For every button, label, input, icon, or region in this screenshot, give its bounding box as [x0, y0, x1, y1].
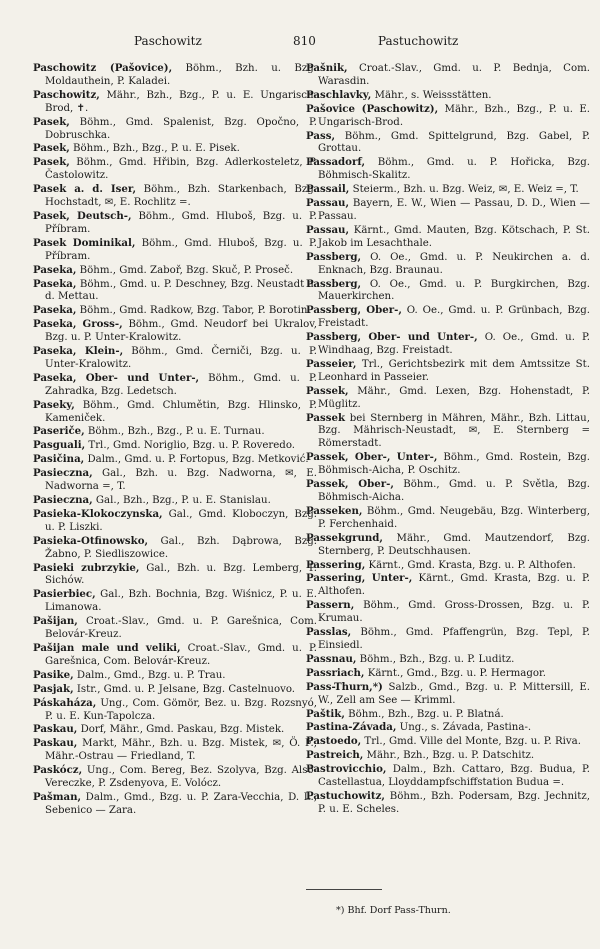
- directory-entry: [33, 237, 317, 264]
- entry-headword: Pašman,: [33, 790, 82, 803]
- entry-details: Böhm., Gmd. Neugebäu, Bzg. Winterberg, P. Ferchenhaid.: [318, 505, 590, 530]
- entry-details: Dalm., Gmd. u. P. Fortopus, Bzg. Metković.: [84, 454, 309, 466]
- directory-entry: [306, 156, 590, 183]
- entry-details: Gal., Bzh., Bzg., P. u. E. Stanislau.: [92, 495, 271, 506]
- directory-entry: [306, 749, 590, 763]
- entry-details: Trl., Gmd. Ville del Monte, Bzg. u. P. Riva.: [361, 736, 581, 748]
- entry-headword: Passern,: [306, 599, 355, 612]
- entry-headword: Pasek a. d. Iser,: [33, 183, 137, 196]
- entry-headword: Passekgrund,: [306, 531, 383, 544]
- directory-entry: [33, 439, 317, 453]
- entry-headword: Paseka,: [33, 263, 77, 276]
- entry-details: Markt, Mähr., Bzh. u. Bzg. Mistek, ✉, Ö. F., Mähr.-Ostrau — Friedland, T.: [45, 738, 317, 763]
- directory-entry: [306, 708, 590, 722]
- entry-headword: Pasieczna,: [33, 467, 93, 480]
- entry-headword: Passadorf,: [306, 156, 366, 169]
- entry-details: Ung., Com. Bereg, Bez. Szolyva, Bzg. Alsó-Vereczke, P. Zsdenyova, E. Volócz.: [45, 765, 317, 790]
- directory-entry: [33, 562, 317, 589]
- directory-entry: [33, 683, 317, 697]
- directory-entry: [306, 130, 590, 157]
- entry-headword: Pasek Dominikal,: [33, 236, 136, 249]
- entry-details: Böhm., Gmd. u. P. Zahradka, Bzg. Ledetsch.: [45, 372, 317, 397]
- entry-details: Böhm., Gmd. Radkow, Bzg. Tabor, P. Borotin.: [76, 305, 311, 317]
- entry-headword: Pasierbiec,: [33, 588, 96, 601]
- entry-details: Böhm., Bzh., Bzg. u. P. Luditz.: [356, 653, 515, 665]
- entry-headword: Pasieki zubrzykie,: [33, 561, 140, 574]
- entry-details: Kärnt., Gmd. Mauten, Bzg. Kötschach, P. St. Jakob im Lesachthale.: [318, 224, 590, 249]
- directory-entry: [33, 535, 317, 562]
- directory-entry: [33, 116, 317, 143]
- directory-entry: [306, 183, 590, 197]
- entry-details: Dorf, Mähr., Gmd. Paskau, Bzg. Mistek.: [77, 724, 285, 736]
- entry-details: Böhm., Gmd. u. P. Deschney, Bzg. Neustadt a. d. Mettau.: [45, 278, 317, 303]
- directory-entry: [33, 425, 317, 439]
- directory-entry: [33, 372, 317, 399]
- entry-headword: Pastina-Závada,: [306, 721, 397, 734]
- footnote: *) Bhf. Dorf Pass-Thurn.: [336, 905, 451, 916]
- entry-details: Croat.-Slav., Gmd. u. P. Garešnica, Com. Belovár-Kreuz.: [45, 642, 317, 667]
- directory-entry: [306, 790, 590, 817]
- entry-details: Böhm., Gmd. u. P. Světla, Bzg. Böhmisch-Aicha.: [318, 479, 590, 503]
- directory-entry: [306, 412, 590, 452]
- directory-entry: [306, 451, 590, 478]
- directory-entry: [306, 721, 590, 735]
- entry-headword: Passek,: [306, 384, 349, 397]
- entry-details: Böhm., Bzh. Podersam, Bzg. Jechnitz, P. u. E. Scheles.: [318, 790, 590, 815]
- entry-details: Böhm., Gmd. u. P. Hořicka, Bzg. Böhmisch-Skalitz.: [318, 157, 590, 182]
- entry-headword: Passau,: [306, 223, 350, 236]
- directory-entry: [306, 763, 590, 790]
- entry-headword: Paskau,: [33, 723, 78, 736]
- entry-headword: Pašijan,: [33, 615, 78, 628]
- directory-entry: [306, 251, 590, 278]
- entry-headword: Paseka,: [33, 304, 77, 317]
- directory-entry: [306, 197, 590, 224]
- entry-headword: Passering, Unter-,: [306, 572, 413, 585]
- entry-details: Böhm., Gmd. Pfaffengrün, Bzg. Tepl, P. Einsiedl.: [318, 627, 590, 651]
- directory-entry: [306, 385, 590, 412]
- entry-headword: Pasičina,: [33, 453, 85, 466]
- entry-details: Böhm., Gmd. Spalenist, Bzg. Opočno, P. Dobruschka.: [45, 116, 317, 141]
- directory-entry: [306, 505, 590, 532]
- entry-details: Böhm., Bzh., Bzg. u. P. Blatná.: [344, 708, 504, 720]
- header-right-keyword: Pastuchowitz: [378, 34, 459, 48]
- entry-details: Böhm., Gmd. Hluboš, Bzg. u. P. Příbram.: [45, 237, 317, 262]
- entry-headword: Passberg,: [306, 250, 362, 263]
- entry-headword: Pastuchowitz,: [306, 789, 385, 802]
- entry-details: Böhm., Gmd. Hřibin, Bzg. Adlerkosteletz, P. Častolowitz.: [45, 157, 317, 182]
- entry-headword: Pasieka-Otfinowsko,: [33, 534, 149, 547]
- entry-details: Böhm., Gmd. Hluboš, Bzg. u. P. Příbram.: [45, 210, 318, 235]
- directory-entry: [33, 399, 317, 426]
- directory-entry: [306, 62, 590, 89]
- entry-details: Mähr., Bzh., Bzg., P. u. E. Ungarisch-Brod, ✝.: [45, 89, 317, 114]
- entry-headword: Pasike,: [33, 668, 74, 681]
- entry-headword: Passek, Ober-,: [306, 478, 394, 491]
- entry-details: Böhm., Bzh. Starkenbach, Bzg. Hochstadt, ✉, E. Rochlitz =.: [45, 184, 317, 209]
- entry-details: Ung., Com. Gömör, Bez. u. Bzg. Rozsnyó, P. u. E. Kun-Tapolcza.: [45, 697, 317, 722]
- page-header: [0, 34, 600, 54]
- entry-details: Böhm., Gmd. Černiči, Bzg. u. P. Unter-Kralowitz.: [45, 346, 317, 370]
- entry-headword: Paseka, Gross-,: [33, 318, 123, 331]
- directory-entry: [306, 532, 590, 559]
- directory-entry: [306, 89, 590, 103]
- directory-entry: [33, 89, 317, 116]
- entry-headword: Pastoedo,: [306, 735, 362, 748]
- entry-headword: Paschlavky,: [306, 88, 372, 101]
- entry-details: Dalm., Gmd., Bzg. u. P. Trau.: [73, 669, 226, 681]
- directory-entry: [33, 697, 317, 724]
- directory-entry: [306, 304, 590, 331]
- directory-entry: [33, 588, 317, 615]
- entry-headword: Pasjak,: [33, 682, 74, 695]
- directory-entry: [33, 508, 317, 535]
- directory-entry: [33, 669, 317, 683]
- directory-entry: [33, 304, 317, 318]
- entry-headword: Passlas,: [306, 626, 352, 639]
- entry-details: Salzb., Gmd., Bzg. u. P. Mittersill, E. W., Zell am See — Krimml.: [318, 681, 590, 706]
- entry-details: Bayern, E. W., Wien — Passau, D. D., Wien — Passau.: [318, 198, 590, 222]
- directory-entry: [33, 318, 317, 345]
- entry-details: Böhm., Bzh. u. Bzg. Moldauthein, P. Kaladei.: [45, 63, 317, 87]
- entry-headword: Pasek,: [33, 115, 70, 128]
- entry-details: Gal., Bzh. u. Bzg. Nadworna, ✉, E. Nadworna =, T.: [45, 468, 317, 493]
- entry-details: Ung., s. Závada, Pastina-.: [396, 722, 532, 734]
- entry-details: Mähr., s. Weissstätten.: [371, 89, 492, 101]
- entry-details: Croat.-Slav., Gmd. u. P. Garešnica, Com. Belovár-Kreuz.: [45, 616, 317, 641]
- directory-entry: [306, 572, 590, 599]
- entry-headword: Paschowitz (Pašovice),: [33, 62, 173, 74]
- entry-headword: Passnau,: [306, 652, 357, 665]
- directory-entry: [33, 345, 317, 372]
- entry-headword: Pašovice (Paschowitz),: [306, 102, 439, 115]
- entry-details: Mähr., Bzh., Bzg., P. u. E. Ungarisch-Brod.: [318, 103, 590, 128]
- entry-headword: Pasieka-Klokoczynska,: [33, 507, 163, 520]
- entry-headword: Paseka, Ober- und Unter-,: [33, 371, 200, 384]
- directory-entry: [306, 358, 590, 385]
- entry-headword: Paseka, Klein-,: [33, 345, 124, 358]
- right-column: [306, 62, 590, 817]
- directory-entry: [33, 764, 317, 791]
- entry-details: Kärnt., Gmd., Bzg. u. P. Hermagor.: [364, 667, 546, 679]
- entry-headword: Pass,: [306, 129, 336, 142]
- entry-headword: Passek, Ober-, Unter-,: [306, 451, 438, 464]
- entry-headword: Pass-Thurn,*): [306, 680, 383, 693]
- directory-entry: [33, 467, 317, 494]
- directory-entry: [33, 278, 317, 305]
- entry-headword: Passeken,: [306, 504, 363, 517]
- entry-headword: Pasek,: [33, 156, 70, 169]
- entry-headword: Paštik,: [306, 707, 345, 720]
- entry-headword: Passeier,: [306, 357, 357, 370]
- entry-headword: Pasieczna,: [33, 494, 93, 506]
- entry-details: Mähr., Gmd. Lexen, Bzg. Hohenstadt, P. Müglitz.: [318, 385, 590, 410]
- directory-entry: [306, 653, 590, 667]
- directory-entry: [306, 559, 590, 573]
- entry-details: Böhm., Gmd. Chlumětin, Bzg. Hlinsko, P. Kameniček.: [45, 399, 317, 424]
- directory-entry: [33, 210, 317, 237]
- directory-entry: [306, 278, 590, 305]
- entry-details: O. Oe., Gmd. u. P. Burgkirchen, Bzg. Mauerkirchen.: [318, 278, 590, 303]
- entry-headword: Pasek,: [33, 142, 70, 155]
- entry-details: O. Oe., Gmd. u. P. Grünbach, Bzg. Freistadt.: [318, 305, 590, 330]
- entry-headword: Pasguali,: [33, 439, 86, 452]
- left-column: [33, 62, 317, 818]
- entry-details: Dalm., Gmd., Bzg. u. P. Zara-Vecchia, D. L., Sebenico — Zara.: [45, 791, 317, 816]
- entry-headword: Pasek, Deutsch-,: [33, 209, 132, 222]
- entry-details: Böhm., Gmd. Neudorf bei Ukralov, Bzg. u. P. Unter-Kralowitz.: [45, 319, 317, 344]
- directory-entry: [306, 224, 590, 251]
- entry-details: Böhm., Gmd. Gross-Drossen, Bzg. u. P. Krumau.: [318, 600, 590, 625]
- entry-details: Dalm., Bzh. Cattaro, Bzg. Budua, P. Castellastua, Lloyddampfschiffstation Budua =.: [318, 764, 590, 789]
- directory-entry: [306, 667, 590, 681]
- entry-headword: Paseka,: [33, 277, 77, 290]
- directory-entry: [33, 156, 317, 183]
- directory-entry: [306, 626, 590, 653]
- footnote-rule: [306, 889, 382, 890]
- entry-headword: Pašnik,: [306, 62, 348, 74]
- entry-details: Böhm., Gmd. Rostein, Bzg. Böhmisch-Aicha, P. Oschitz.: [318, 452, 590, 477]
- entry-details: bei Sternberg in Mähren, Mähr., Bzh. Littau, Bzg. Mährisch-Neustadt, ✉, E. Sternberg = Römerstadt.: [318, 412, 590, 450]
- entry-details: Gal., Gmd. Kloboczyn, Bzg. u. P. Liszki.: [45, 508, 317, 533]
- entry-details: O. Oe., Gmd. u. P. Windhaag, Bzg. Freistadt.: [318, 332, 590, 357]
- entry-details: Gal., Bzh. Bochnia, Bzg. Wiśnicz, P. u. E. Limanowa.: [45, 589, 317, 614]
- directory-entry: [33, 183, 317, 210]
- directory-entry: [33, 723, 317, 737]
- entry-details: Gal., Bzh. Dąbrowa, Bzg. Žabno, P. Siedliszowice.: [45, 535, 317, 560]
- entry-details: Kärnt., Gmd. Krasta, Bzg. u. P. Althofen.: [365, 559, 576, 571]
- entry-headword: Páskaháza,: [33, 696, 97, 709]
- header-left-keyword: Paschowitz: [134, 34, 202, 48]
- entry-headword: Passail,: [306, 183, 350, 196]
- entry-headword: Passau,: [306, 197, 350, 210]
- entry-details: Trl., Gmd. Noriglio, Bzg. u. P. Roveredo.: [85, 440, 296, 452]
- directory-entry: [306, 103, 590, 130]
- directory-entry: [33, 453, 317, 467]
- directory-entry: [306, 681, 590, 708]
- entry-headword: Paskócz,: [33, 764, 83, 777]
- entry-details: Croat.-Slav., Gmd. u. P. Bednja, Com. Warasdin.: [318, 63, 590, 87]
- entry-details: O. Oe., Gmd. u. P. Neukirchen a. d. Enknach, Bzg. Braunau.: [318, 251, 590, 276]
- entry-details: Istr., Gmd. u. P. Jelsane, Bzg. Castelnuovo.: [73, 683, 296, 695]
- entry-headword: Pašijan male und veliki,: [33, 641, 181, 654]
- entry-headword: Passberg, Ober-,: [306, 304, 402, 317]
- entry-headword: Paschowitz,: [33, 88, 100, 101]
- entry-details: Trl., Gerichtsbezirk mit dem Amtssitze St. Leonhard in Passeier.: [318, 358, 590, 383]
- entry-details: Böhm., Bzh., Bzg., P. u. E. Turnau.: [84, 426, 265, 438]
- entry-headword: Paseky,: [33, 398, 75, 411]
- directory-entry: [33, 791, 317, 818]
- entry-headword: Passriach,: [306, 666, 365, 679]
- entry-details: Mähr., Bzh., Bzg. u. P. Datschitz.: [363, 750, 535, 762]
- directory-entry: [33, 142, 317, 156]
- entry-details: Steierm., Bzh. u. Bzg. Weiz, ✉, E. Weiz =, T.: [349, 184, 579, 196]
- entry-details: Böhm., Bzh., Bzg., P. u. E. Pisek.: [69, 143, 240, 155]
- directory-entry: [306, 599, 590, 626]
- directory-entry: [33, 264, 317, 278]
- entry-headword: Paskau,: [33, 737, 78, 750]
- directory-entry: [33, 494, 317, 508]
- entry-headword: Paseriče,: [33, 425, 85, 438]
- entry-headword: Passberg,: [306, 277, 362, 290]
- page-number: 810: [293, 34, 316, 48]
- directory-entry: [33, 642, 317, 669]
- entry-headword: Passering,: [306, 558, 366, 571]
- directory-entry: [33, 737, 317, 764]
- directory-entry: [306, 478, 590, 505]
- directory-entry: [306, 331, 590, 358]
- entry-details: Böhm., Gmd. Zaboř, Bzg. Skuč, P. Proseč.: [76, 264, 294, 276]
- entry-details: Mähr., Gmd. Mautzendorf, Bzg. Sternberg, P. Deutschhausen.: [318, 532, 590, 557]
- directory-entry: [33, 62, 317, 89]
- directory-entry: [33, 615, 317, 642]
- entry-details: Gal., Bzh. u. Bzg. Lemberg, P. Sichów.: [45, 562, 317, 587]
- entry-headword: Passberg, Ober- und Unter-,: [306, 331, 478, 344]
- entry-details: Böhm., Gmd. Spittelgrund, Bzg. Gabel, P. Grottau.: [318, 130, 590, 155]
- entry-headword: Passek: [306, 411, 345, 424]
- directory-entry: [306, 735, 590, 749]
- entry-headword: Pastreich,: [306, 749, 364, 762]
- entry-headword: Pastrovicchio,: [306, 763, 387, 776]
- entry-details: Kärnt., Gmd. Krasta, Bzg. u. P. Althofen.: [318, 573, 591, 598]
